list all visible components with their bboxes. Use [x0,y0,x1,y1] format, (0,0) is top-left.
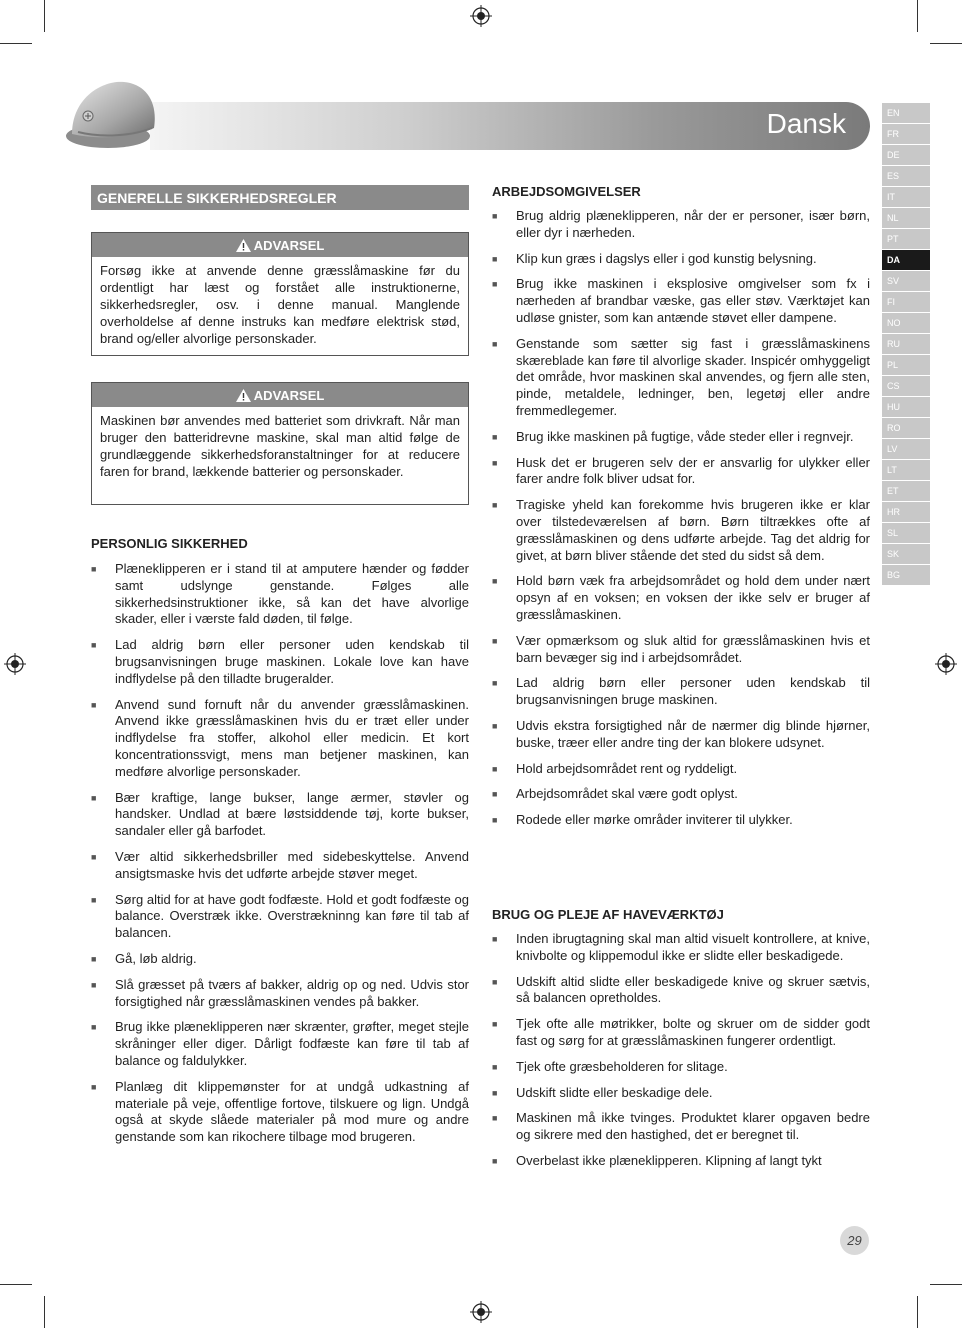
language-tab-pt[interactable]: PT [882,229,930,249]
list-item: ■ Tjek ofte alle møtrikker, bolte og skruer om de sidder godt fast og sørg for at græsslåmaskinen fungerer ordentligt. [492,1016,870,1050]
list-item: ■ Vær opmærksom og sluk altid for græsslåmaskinen hvis et barn bevæger sig ind i arbejdsområdet. [492,633,870,667]
registration-mark-icon [935,653,957,675]
tool-care-list [492,931,870,1179]
list-item: ■ Lad aldrig børn eller personer uden kendskab til brugsanvisningen bruge maskinen. Lokale love kan have indflydelse på den tilladte brugeralder. [91,637,469,687]
subheading-personal-safety: PERSONLIG SIKKERHED [91,536,248,551]
list-item: ■ Rodede eller mørke områder inviterer til ulykker. [492,812,870,829]
list-item: ■ Planlæg dit klippemønster for at undgå udkastning af materiale på veje, offentlige fortove, tilskuere og lign. Undgå også at skyde slåede materialer på mod mure og andre genstande som kan rikochere tilbage mod brugeren. [91,1079,469,1146]
language-tab-bg[interactable]: BG [882,565,930,585]
language-tab-ro[interactable]: RO [882,418,930,438]
list-item: ■ Bær kraftige, lange bukser, lange ærmer, støvler og handsker. Undlad at bære løstsiddende tøj, korte bukser, sandaler eller gå barfodet. [91,790,469,840]
warning-text: Forsøg ikke at anvende denne græsslåmaskine før du ordentligt har læst og forstået alle instruktionerne, sikkerhedsregler, osv. i denne manual. Manglende overholdelse af denne instruks kan medføre elektrisk stød, brand og/eller alvorlige personskader. [100,263,460,346]
language-tab-no[interactable]: NO [882,313,930,333]
list-item: ■ Genstande som sætter sig fast i græsslåmaskinens skæreblade kan føre til alvorlige skader. Inspicér omhyggeligt det område, hvor maskinen skal anvendes, og fjern alle sten, pinde, metaldele, ledninger, ben, legetøj eller andre fremmedlegemer. [492,336,870,420]
list-item: ■ Udvis ekstra forsigtighed når de nærmer dig blinde hjørner, buske, træer eller andre ting der kan blokere udsynet. [492,718,870,752]
language-tab-it[interactable]: IT [882,187,930,207]
language-tab-da[interactable]: DA [882,250,930,270]
list-item: ■ Lad aldrig børn eller personer uden kendskab til brugsanvisningen bruge maskinen. [492,675,870,709]
list-item: ■ Klip kun græs i dagslys eller i god kunstig belysning. [492,251,870,268]
work-environment-list [492,208,870,838]
warning-icon [236,389,251,402]
subheading-work-environment: ARBEJDSOMGIVELSER [492,184,641,199]
list-item: ■ Maskinen må ikke tvinges. Produktet klarer opgaven bedre og sikrere med den hastighed, det er beregnet til. [492,1110,870,1144]
list-item: ■ Arbejdsområdet skal være godt oplyst. [492,786,870,803]
language-tab-nl[interactable]: NL [882,208,930,228]
language-tab-sl[interactable]: SL [882,523,930,543]
warning-label: ADVARSEL [253,388,325,403]
list-item: ■ Husk det er brugeren selv der er ansvarlig for ulykker eller farer andre folk bliver udsat for. [492,455,870,489]
subheading-tool-care: BRUG OG PLEJE AF HAVEVÆRKTØJ [492,907,724,922]
list-item: ■ Vær altid sikkerhedsbriller med sidebeskyttelse. Anvend ansigtsmaske hvis det udførte arbejde støver meget. [91,849,469,883]
list-item: ■ Overbelast ikke plæneklipperen. Klipning af langt tykt [492,1153,870,1170]
page-number: 29 [840,1226,869,1255]
language-tab-lv[interactable]: LV [882,439,930,459]
warning-header [92,383,468,407]
warning-text: Maskinen bør anvendes med batteriet som drivkraft. Når man bruger den batteridrevne maskine, skal man altid følge de grundlæggende sikkerhedsforanstaltninger for at reducere faren for brand, lækkende batterier og personskader. [100,413,460,479]
personal-safety-list [91,561,469,1155]
list-item: ■ Brug ikke maskinen i eksplosive omgivelser som fx i nærheden af brandbar væske, gas eller støv. Værktøjet kan udløse gnister, som kan antænde støvet eller dampene. [492,276,870,326]
list-item: ■ Brug aldrig plæneklipperen, når der er personer, især børn, eller dyr i nærheden. [492,208,870,242]
language-tab-de[interactable]: DE [882,145,930,165]
crop-mark [930,43,962,44]
registration-mark-icon [470,5,492,27]
list-item: ■ Inden ibrugtagning skal man altid visuelt kontrollere, at knive, knivbolte og klippemodul ikke er slidte eller beskadigede. [492,931,870,965]
crop-mark [917,1296,918,1328]
language-tab-lt[interactable]: LT [882,460,930,480]
list-item: ■ Hold børn væk fra arbejdsområdet og hold dem under nært opsyn af en voksen; en voksen der ikke selv er bruger af græsslåmaskinen. [492,573,870,623]
list-item: ■ Slå græsset på tværs af bakker, aldrig op og ned. Udvis stor forsigtighed når græsslåmaskinen vendes på bakker. [91,977,469,1011]
language-tab-pl[interactable]: PL [882,355,930,375]
list-item: ■ Tjek ofte græsbeholderen for slitage. [492,1059,870,1076]
language-tab-hu[interactable]: HU [882,397,930,417]
list-item: ■ Tragiske yheld kan forekomme hvis brugeren ikke er klar over tilstedeværelsen af børn. Børn tiltrækkes ofte af græsslåmaskinen og dens udførte arbejde. Tag det aldrig for givet, at børn bliver stående det sted du sidst så dem. [492,497,870,564]
language-tab-fr[interactable]: FR [882,124,930,144]
page-title: Dansk [766,108,846,139]
language-tab-en[interactable]: EN [882,103,930,123]
language-tabs [882,103,930,586]
language-tab-sv[interactable]: SV [882,271,930,291]
crop-mark [917,0,918,32]
language-tab-cs[interactable]: CS [882,376,930,396]
list-item: ■ Udskift slidte eller beskadige dele. [492,1085,870,1102]
warning-icon [236,239,251,252]
language-tab-es[interactable]: ES [882,166,930,186]
language-tab-et[interactable]: ET [882,481,930,501]
warning-box [91,232,469,356]
crop-mark [44,1296,45,1328]
language-tab-ru[interactable]: RU [882,334,930,354]
list-item: ■ Brug ikke maskinen på fugtige, våde steder eller i regnvejr. [492,429,870,446]
language-tab-sk[interactable]: SK [882,544,930,564]
list-item: ■ Anvend sund fornuft når du anvender græsslåmaskinen. Anvend ikke græsslåmaskinen hvis du er træt eller under indflydelse fra stoffer, alkohol eller medicin. Et kort koncentrationssvigt, mens man betjener maskinen, kan medføre alvorlige personskader. [91,697,469,781]
registration-mark-icon [470,1301,492,1323]
header-bar [150,102,870,150]
crop-mark [44,0,45,32]
helmet-icon [62,76,162,152]
crop-mark [930,1284,962,1285]
list-item: ■ Hold arbejdsområdet rent og ryddeligt. [492,761,870,778]
crop-mark [0,1284,32,1285]
list-item: ■ Udskift altid slidte eller beskadigede knive og skruer sætvis, så balancen opretholdes. [492,974,870,1008]
language-tab-hr[interactable]: HR [882,502,930,522]
warning-label: ADVARSEL [253,238,325,253]
list-item: ■ Sørg altid for at have godt fodfæste. Hold et godt fodfæste og balance. Overstræk ikke. Overstrækninng kan føre til tab af balancen. [91,892,469,942]
section-title: GENERELLE SIKKERHEDSREGLER [91,185,469,210]
language-tab-fi[interactable]: FI [882,292,930,312]
warning-header [92,233,468,257]
list-item: ■ Plæneklipperen er i stand til at amputere hænder og fødder samt udslynge genstande. Følges alle sikkerhedsinstruktioner ikke, så kan det have alvorlige skader, eller i værste fald døden, til følge. [91,561,469,628]
warning-box [91,382,469,505]
crop-mark [0,43,32,44]
registration-mark-icon [4,653,26,675]
list-item: ■ Brug ikke plæneklipperen nær skrænter, grøfter, meget stejle skråninger eller diger. Dårligt fodfæste kan føre til tab af balance og faldulykker. [91,1019,469,1069]
list-item: ■ Gå, løb aldrig. [91,951,469,968]
